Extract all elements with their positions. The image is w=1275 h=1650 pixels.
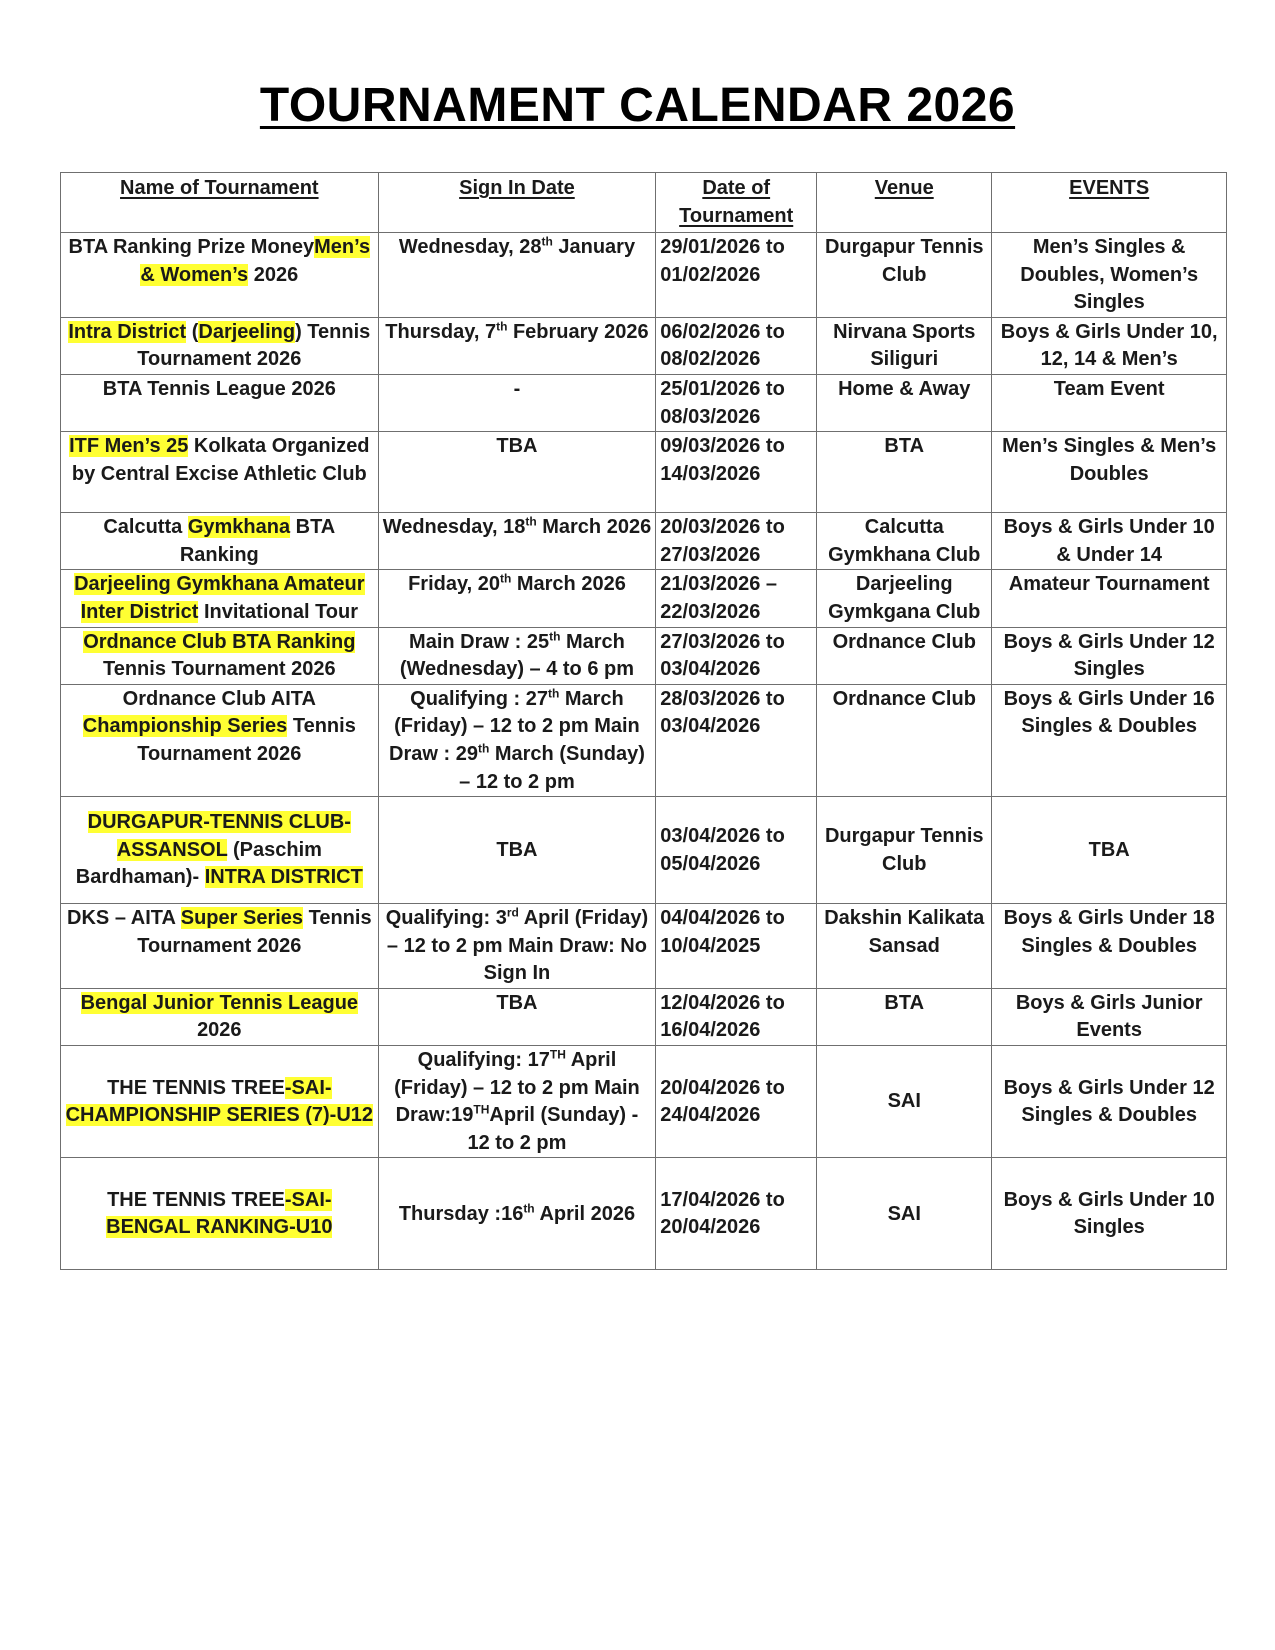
tournament-table	[60, 172, 1227, 1270]
cell-text: March (Sunday) – 12 to 2 pm	[459, 742, 645, 793]
name-cell	[61, 570, 379, 627]
cell-text: March 2026	[536, 516, 652, 539]
name-cell	[61, 904, 379, 989]
cell-text: 2026	[248, 263, 299, 286]
table-row	[61, 570, 1227, 627]
cell-text: (	[186, 320, 199, 343]
cell-text: BTA Tennis League 2026	[102, 377, 336, 400]
highlighted-text: INTRA DISTRICT	[204, 866, 363, 889]
events-cell: Amateur Tournament	[992, 570, 1227, 627]
venue-cell: SAI	[817, 1158, 992, 1270]
cell-text: January	[552, 236, 636, 258]
sign-in-date-cell	[378, 374, 656, 431]
cell-text: BTA Ranking Prize Money	[68, 236, 315, 258]
events-cell: Boys & Girls Under 10 & Under 14	[992, 513, 1227, 570]
venue-cell: Ordnance Club	[817, 627, 992, 684]
cell-text: Qualifying: 3	[385, 907, 507, 930]
events-cell: Team Event	[992, 374, 1227, 431]
column-header-name: Name of Tournament	[61, 173, 379, 233]
cell-text: ) Tennis Tournament 2026	[137, 320, 371, 371]
sign-in-date-cell	[378, 797, 656, 904]
highlighted-text: Super Series	[180, 907, 304, 930]
cell-text: February 2026	[507, 320, 649, 343]
ordinal-superscript: TH	[473, 1102, 490, 1117]
cell-text: Thursday :16	[398, 1202, 524, 1225]
venue-cell: Home & Away	[817, 374, 992, 431]
venue-cell: Durgapur Tennis Club	[817, 233, 992, 318]
cell-text: March (Wednesday) – 4 to 6 pm	[399, 630, 635, 681]
name-cell	[61, 627, 379, 684]
page-title: TOURNAMENT CALENDAR 2026	[259, 79, 1016, 132]
highlighted-text: ITF Men’s 25	[69, 435, 189, 458]
venue-cell: BTA	[817, 432, 992, 513]
tournament-date-cell: 28/03/2026 to 03/04/2026	[656, 684, 817, 796]
events-cell: Boys & Girls Under 10, 12, 14 & Men’s	[992, 317, 1227, 374]
column-header-venue: Venue	[817, 173, 992, 233]
tournament-date-cell: 04/04/2026 to 10/04/2025	[656, 904, 817, 989]
cell-text: Wednesday, 18	[382, 516, 526, 539]
cell-text: April 2026	[534, 1202, 636, 1225]
tournament-date-cell: 03/04/2026 to 05/04/2026	[656, 797, 817, 904]
cell-text: TBA	[496, 991, 538, 1014]
column-header-date-of-tournament: Date of Tournament	[656, 173, 817, 233]
venue-cell: Darjeeling Gymkgana Club	[817, 570, 992, 627]
sign-in-date-cell	[378, 513, 656, 570]
highlighted-text: Ordnance Club BTA Ranking	[83, 630, 356, 653]
events-cell: Boys & Girls Under 18 Singles & Doubles	[992, 904, 1227, 989]
highlighted-text: Championship Series	[82, 715, 288, 738]
sign-in-date-cell	[378, 1046, 656, 1158]
cell-text: April (Friday) – 12 to 2 pm Main Draw:19	[394, 1049, 640, 1127]
tournament-date-cell: 29/01/2026 to 01/02/2026	[656, 233, 817, 318]
ordinal-superscript: th	[523, 1200, 535, 1215]
cell-text: Wednesday, 28	[398, 236, 542, 258]
highlighted-text: Bengal Junior Tennis League	[80, 991, 359, 1014]
highlighted-text: Intra District	[68, 320, 187, 343]
sign-in-date-cell	[378, 904, 656, 989]
cell-text: BTA Ranking	[179, 516, 336, 566]
venue-cell: BTA	[817, 988, 992, 1045]
ordinal-superscript: rd	[506, 905, 519, 920]
sign-in-date-cell	[378, 432, 656, 513]
tournament-date-cell: 21/03/2026 – 22/03/2026	[656, 570, 817, 627]
sign-in-date-cell	[378, 570, 656, 627]
name-cell	[61, 684, 379, 796]
table-row	[61, 627, 1227, 684]
cell-text: Tennis Tournament 2026	[137, 907, 372, 957]
table-row	[61, 432, 1227, 513]
events-cell: Boys & Girls Under 16 Singles & Doubles	[992, 684, 1227, 796]
cell-text: April (Friday) – 12 to 2 pm Main Draw: No Sign In	[386, 907, 649, 985]
sign-in-date-cell	[378, 317, 656, 374]
tournament-date-cell: 06/02/2026 to 08/02/2026	[656, 317, 817, 374]
name-cell	[61, 1046, 379, 1158]
name-cell	[61, 797, 379, 904]
sign-in-date-cell	[378, 1158, 656, 1270]
cell-text: Calcutta	[103, 516, 188, 539]
events-cell: Boys & Girls Under 12 Singles	[992, 627, 1227, 684]
cell-text: Tennis Tournament 2026	[102, 658, 336, 681]
events-cell: Boys & Girls Under 10 Singles	[992, 1158, 1227, 1270]
column-header-events: EVENTS	[992, 173, 1227, 233]
tournament-date-cell: 20/04/2026 to 24/04/2026	[656, 1046, 817, 1158]
sign-in-date-cell	[378, 988, 656, 1045]
cell-text: April (Sunday) - 12 to 2 pm	[467, 1104, 639, 1154]
table-row	[61, 797, 1227, 904]
events-cell: Boys & Girls Junior Events	[992, 988, 1227, 1045]
highlighted-text: -SAI-CHAMPIONSHIP SERIES (7)-U12	[65, 1076, 374, 1127]
highlighted-text: Darjeeling Gymkhana Amateur Inter District	[74, 573, 365, 623]
table-row	[61, 684, 1227, 796]
name-cell	[61, 513, 379, 570]
events-cell: Boys & Girls Under 12 Singles & Doubles	[992, 1046, 1227, 1158]
ordinal-superscript: TH	[549, 1047, 566, 1062]
sign-in-date-cell	[378, 684, 656, 796]
cell-text: March 2026	[511, 573, 626, 596]
column-header-sign-in-date: Sign In Date	[378, 173, 656, 233]
events-cell: TBA	[992, 797, 1227, 904]
sign-in-date-cell	[378, 627, 656, 684]
highlighted-text: -SAI-BENGAL RANKING-U10	[106, 1188, 333, 1239]
cell-text: (Paschim Bardhaman)-	[75, 838, 322, 889]
highlighted-text: Gymkhana	[187, 516, 291, 539]
table-row	[61, 233, 1227, 318]
tournament-date-cell: 17/04/2026 to 20/04/2026	[656, 1158, 817, 1270]
name-cell	[61, 233, 379, 318]
cell-text: 2026	[197, 1019, 242, 1042]
events-cell: Men’s Singles & Doubles, Women’s Singles	[992, 233, 1227, 318]
venue-cell: Nirvana Sports Siliguri	[817, 317, 992, 374]
name-cell	[61, 432, 379, 513]
cell-text: THE TENNIS TREE	[107, 1076, 285, 1099]
cell-text: Qualifying: 17	[417, 1049, 550, 1072]
tournament-date-cell: 12/04/2026 to 16/04/2026	[656, 988, 817, 1045]
cell-text: THE TENNIS TREE	[107, 1188, 285, 1211]
sign-in-date-cell	[378, 233, 656, 318]
table-row	[61, 374, 1227, 431]
name-cell	[61, 1158, 379, 1270]
cell-text: Friday, 20	[408, 573, 500, 596]
cell-text: Thursday, 7	[385, 320, 497, 343]
table-row	[61, 1046, 1227, 1158]
cell-text: TBA	[496, 435, 538, 458]
highlighted-text: Men’s & Women’s	[140, 236, 371, 286]
venue-cell: Ordnance Club	[817, 684, 992, 796]
cell-text: Invitational Tour	[198, 600, 359, 623]
ordinal-superscript: th	[499, 571, 512, 586]
table-row	[61, 513, 1227, 570]
ordinal-superscript: th	[547, 686, 560, 701]
ordinal-superscript: th	[541, 234, 553, 249]
table-row	[61, 317, 1227, 374]
venue-cell: SAI	[817, 1046, 992, 1158]
name-cell	[61, 988, 379, 1045]
tournament-date-cell: 09/03/2026 to 14/03/2026	[656, 432, 817, 513]
cell-text: Kolkata Organized by Central Excise Athletic Club	[71, 435, 370, 485]
cell-text: -	[513, 377, 521, 400]
venue-cell: Durgapur Tennis Club	[817, 797, 992, 904]
ordinal-superscript: th	[549, 628, 561, 643]
cell-text: TBA	[496, 838, 538, 861]
name-cell	[61, 317, 379, 374]
ordinal-superscript: th	[496, 319, 508, 334]
tournament-date-cell: 25/01/2026 to 08/03/2026	[656, 374, 817, 431]
events-cell: Men’s Singles & Men’s Doubles	[992, 432, 1227, 513]
venue-cell: Dakshin Kalikata Sansad	[817, 904, 992, 989]
cell-text: March (Friday) – 12 to 2 pm Main Draw : 29	[389, 687, 640, 765]
table-header-row	[61, 173, 1227, 233]
ordinal-superscript: th	[525, 514, 537, 529]
cell-text: Qualifying : 27	[410, 687, 548, 710]
cell-text: DKS – AITA	[67, 907, 181, 930]
tournament-date-cell: 27/03/2026 to 03/04/2026	[656, 627, 817, 684]
cell-text: Ordnance Club AITA	[122, 687, 316, 710]
ordinal-superscript: th	[477, 741, 490, 756]
cell-text: Tennis Tournament 2026	[137, 715, 356, 765]
cell-text: Main Draw : 25	[409, 630, 550, 653]
highlighted-text: DURGAPUR-TENNIS CLUB-ASSANSOL	[87, 811, 351, 861]
tournament-date-cell: 20/03/2026 to 27/03/2026	[656, 513, 817, 570]
table-row	[61, 1158, 1227, 1270]
highlighted-text: Darjeeling	[198, 320, 296, 343]
venue-cell: Calcutta Gymkhana Club	[817, 513, 992, 570]
table-row	[61, 988, 1227, 1045]
name-cell	[61, 374, 379, 431]
table-row	[61, 904, 1227, 989]
